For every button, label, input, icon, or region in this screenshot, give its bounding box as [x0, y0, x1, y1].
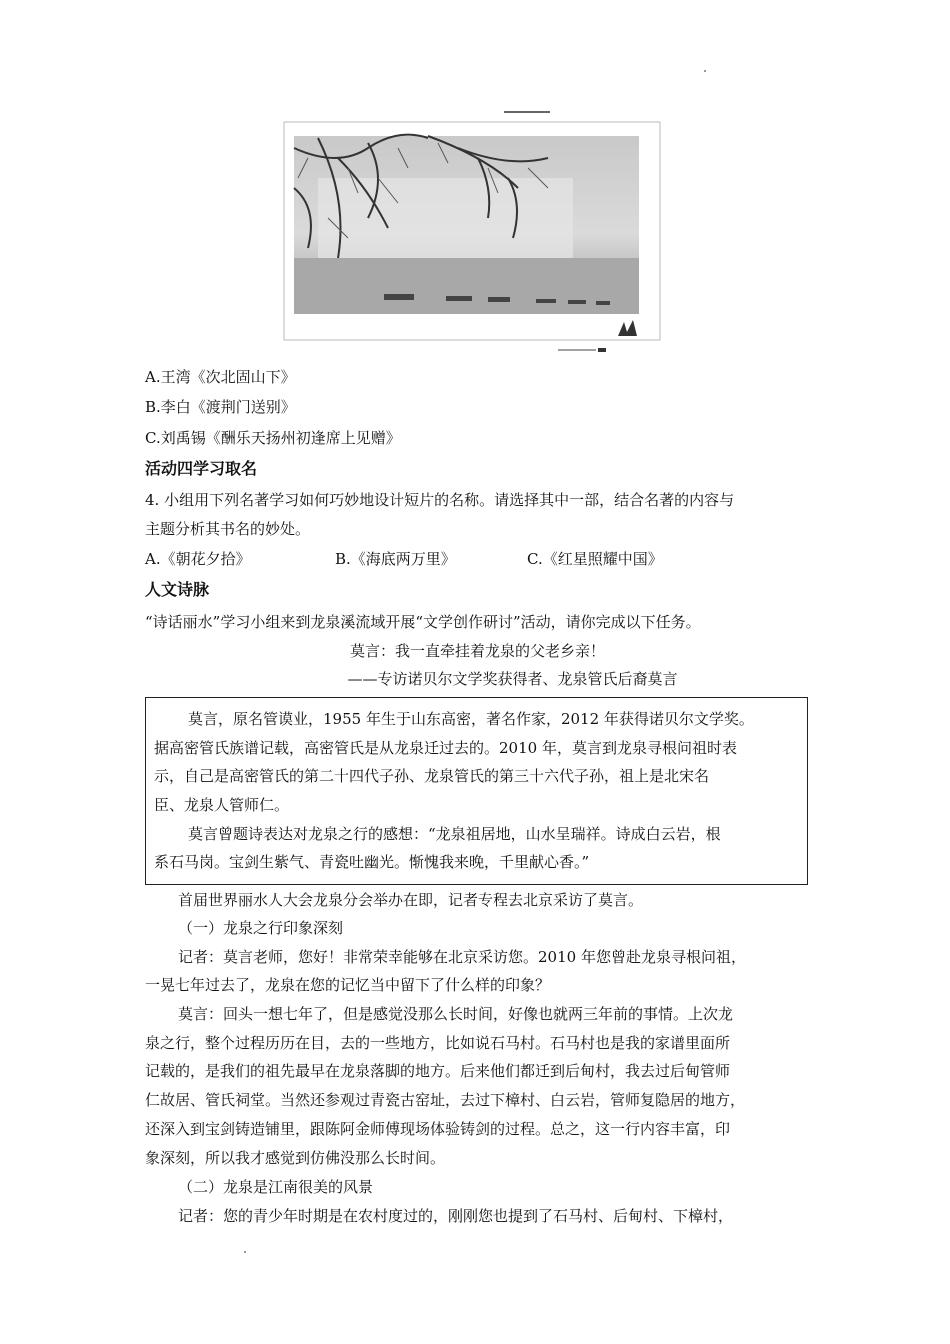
box-line-4: 臣、龙泉人管师仁。	[154, 796, 290, 814]
scan-speck	[244, 1251, 246, 1253]
box-line-1: 莫言，原名管谟业，1955 年生于山东高密，著名作家，2012 年获得诺贝尔文学奖。	[188, 710, 754, 728]
body-line-3: 记者：莫言老师，您好！非常荣幸能够在北京采访您。2010 年您曾赴龙泉寻根问祖，	[178, 948, 746, 966]
scan-speck	[704, 70, 706, 72]
body-line-10: 象深刻，所以我才感觉到仿佛没那么长时间。	[145, 1149, 446, 1167]
option-a-q3: A.王湾《次北固山下》	[145, 368, 296, 386]
q4-option-c: C.《红星照耀中国》	[527, 550, 663, 568]
intro-text: “诗话丽水”学习小组来到龙泉溪流域开展“文学创作研讨”活动，请你完成以下任务。	[145, 613, 701, 631]
box-line-2: 据高密管氏族谱记载，高密管氏是从龙泉迁过去的。2010 年，莫言到龙泉寻根问祖时表	[154, 739, 737, 757]
subsection-1: （一）龙泉之行印象深刻	[178, 919, 344, 937]
body-line-6: 泉之行，整个过程历历在目，去的一些地方，比如说石马村。石马村也是我的家谱里面所	[145, 1034, 731, 1052]
body-line-8: 仁故居、管氏祠堂。当然还参观过青瓷古窑址，去过下樟村、白云岩，管师复隐居的地方，	[145, 1091, 746, 1109]
q4-option-b: B.《海底两万里》	[335, 550, 456, 568]
option-b-q3: B.李白《渡荆门送别》	[145, 398, 296, 416]
q4-line-2: 主题分析其书名的妙处。	[145, 520, 311, 538]
activity4-heading: 活动四学习取名	[145, 459, 258, 478]
box-line-3: 示，自己是高密管氏的第二十四代子孙、龙泉管氏的第三十六代子孙，祖上是北宋名	[154, 767, 710, 785]
photo-trees-boats	[278, 108, 664, 360]
body-line-1: 首届世界丽水人大会龙泉分会举办在即，记者专程去北京采访了莫言。	[178, 891, 644, 909]
box-line-6: 系石马岗。宝剑生紫气、青瓷吐幽光。惭愧我来晚，千里献心香。”	[154, 853, 590, 871]
body-line-9: 还深入到宝剑铸造铺里，跟陈阿金师傅现场体验铸剑的过程。总之，这一行内容丰富，印	[145, 1120, 731, 1138]
article-subtitle: ——专访诺贝尔文学奖获得者、龙泉管氏后裔莫言	[347, 670, 678, 688]
article-title: 莫言：我一直牵挂着龙泉的父老乡亲！	[349, 642, 605, 660]
subsection-2: （二）龙泉是江南很美的风景	[178, 1178, 374, 1196]
body-line-12: 记者：您的青少年时期是在农村度过的，刚刚您也提到了石马村、后甸村、下樟村，	[178, 1207, 734, 1225]
body-line-7: 记载的，是我们的祖先最早在龙泉落脚的地方。后来他们都迁到后甸村，我去过后甸管师	[145, 1062, 731, 1080]
section-heading: 人文诗脉	[145, 580, 210, 599]
body-line-4: 一晃七年过去了，龙泉在您的记忆当中留下了什么样的印象？	[145, 976, 551, 994]
option-c-q3: C.刘禹锡《酬乐天扬州初逢席上见赠》	[145, 429, 401, 447]
q4-option-a: A.《朝花夕拾》	[145, 550, 251, 568]
body-line-5: 莫言：回头一想七年了，但是感觉没那么长时间，好像也就两三年前的事情。上次龙	[178, 1005, 734, 1023]
box-line-5: 莫言曾题诗表达对龙泉之行的感想：“龙泉祖居地，山水呈瑞祥。诗成白云岩，根	[188, 825, 721, 843]
q4-line-1: 4. 小组用下列名著学习如何巧妙地设计短片的名称。请选择其中一部，结合名著的内容与	[145, 491, 735, 509]
